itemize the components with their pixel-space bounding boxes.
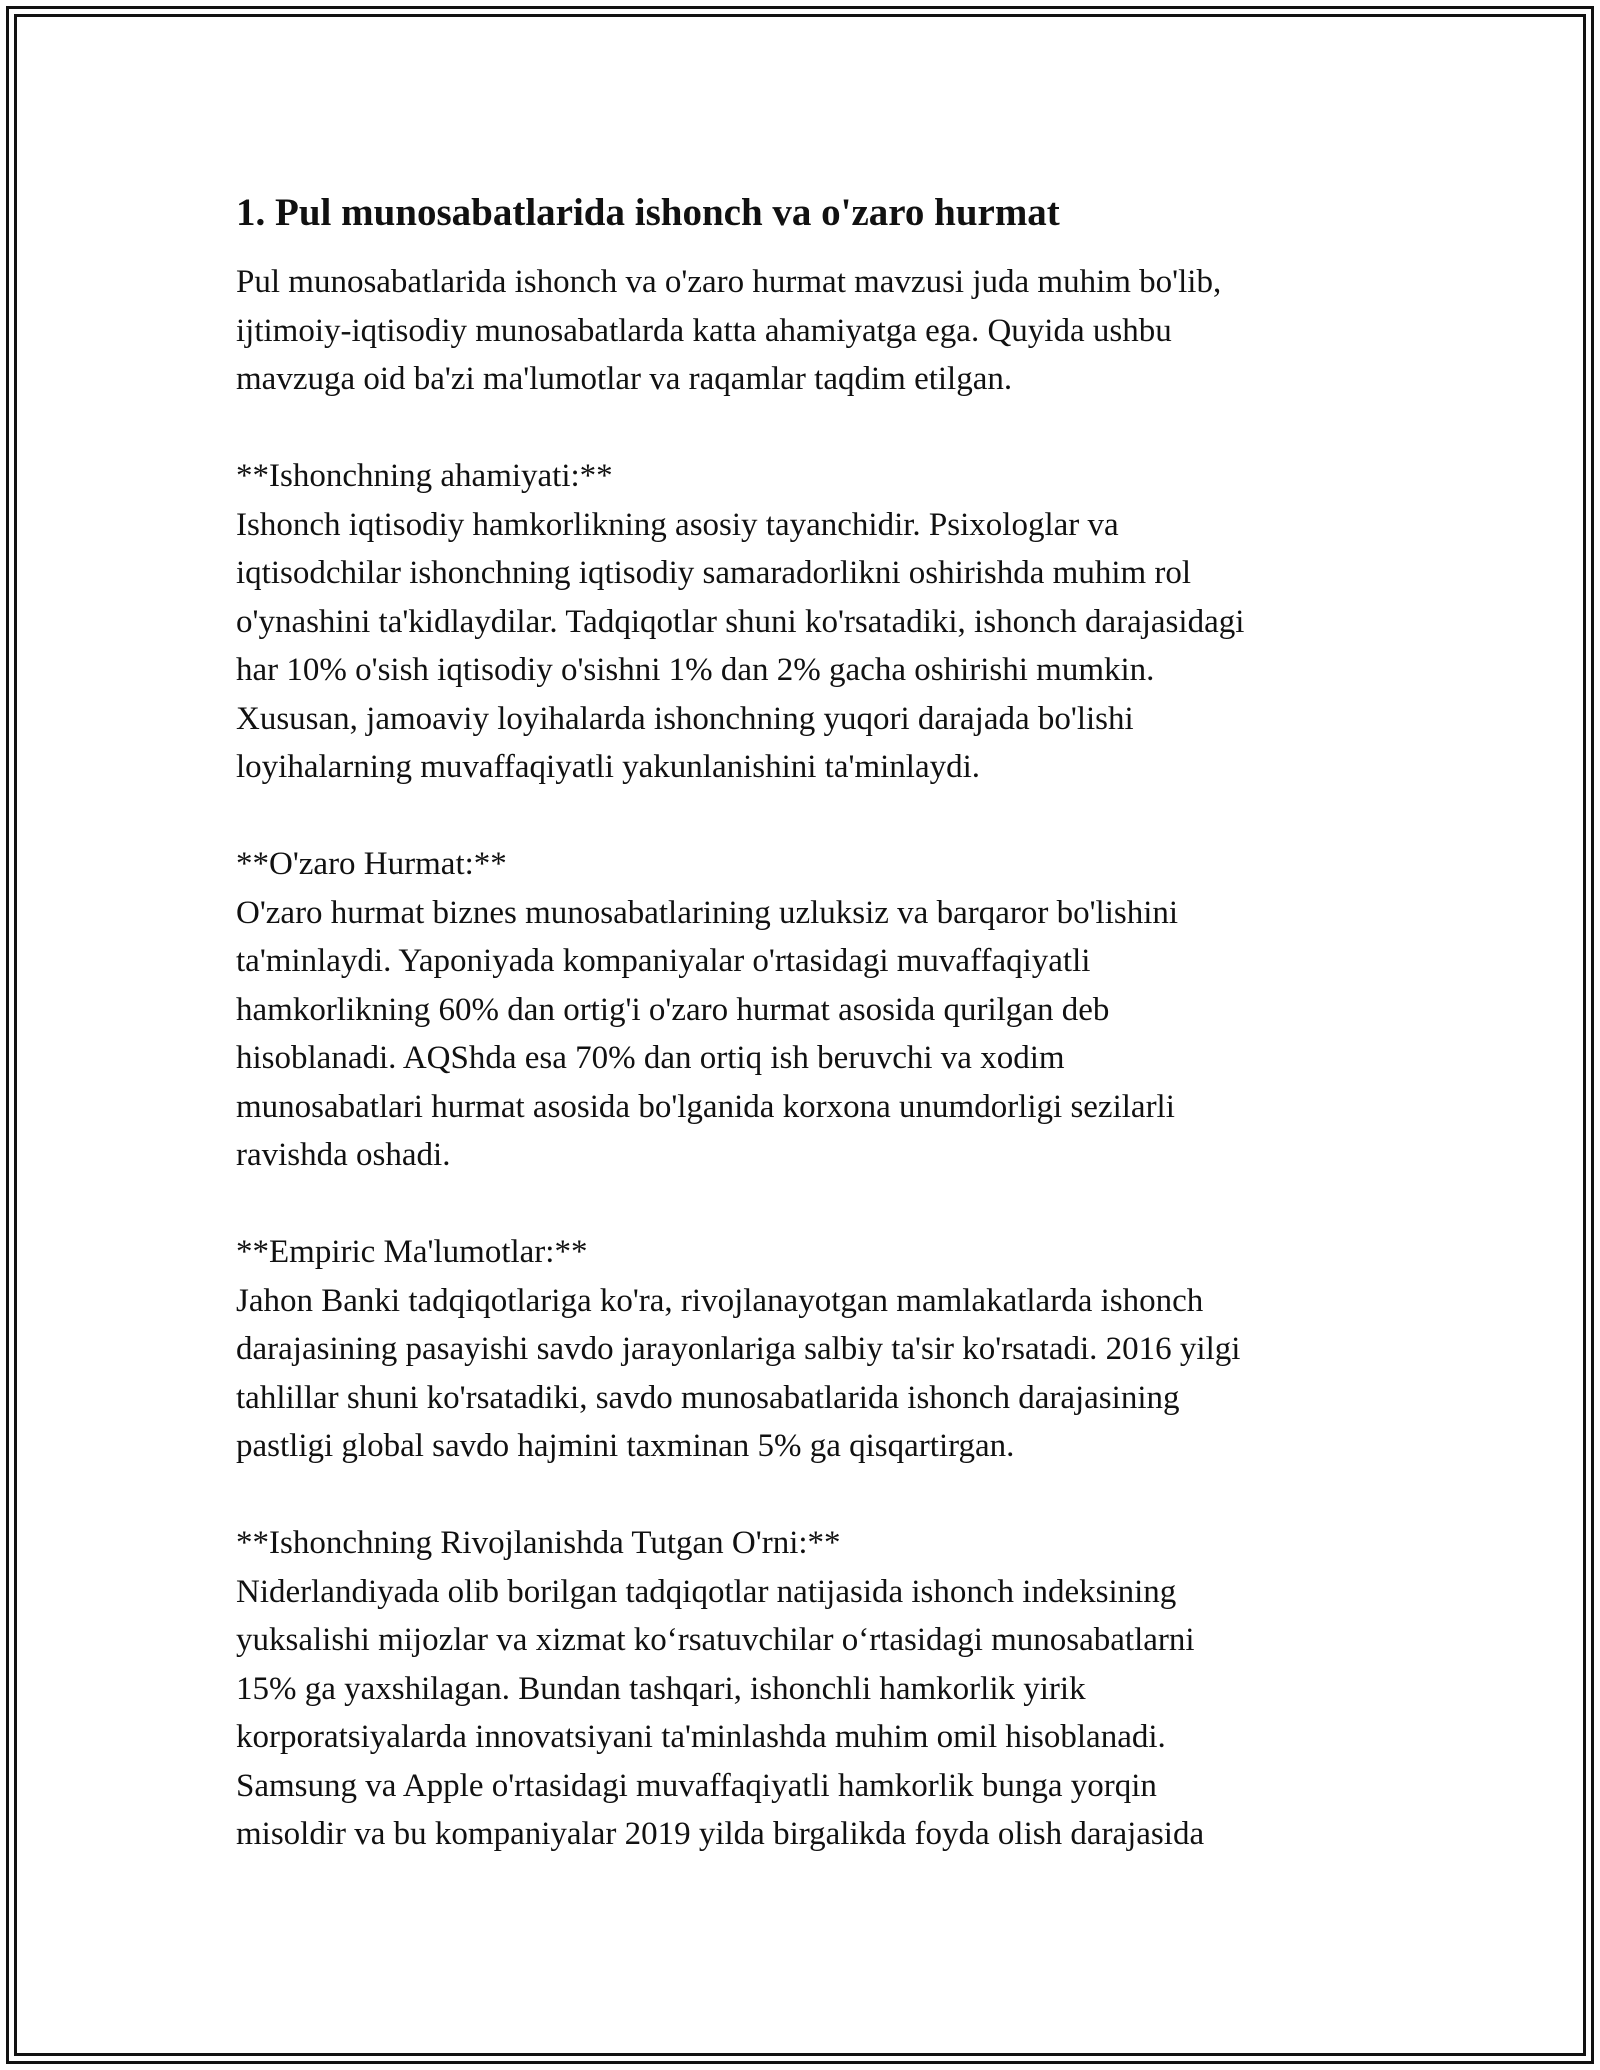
text-line: hamkorlikning 60% dan ortig'i o'zaro hurmat asosida qurilgan deb (236, 991, 1110, 1028)
text-line: har 10% o'sish iqtisodiy o'sishni 1% dan 2% gacha oshirishi mumkin. (236, 652, 1155, 688)
document-body (236, 186, 1386, 1859)
text-line: o'ynashini ta'kidlaydilar. Tadqiqotlar shuni ko'rsatadiki, ishonch darajasidagi (236, 603, 1245, 640)
text-line: ta'minlaydi. Yaponiyada kompaniyalar o'rtasidagi muvaffaqiyatli (236, 943, 1091, 979)
document-title: 1. Pul munosabatlarida ishonch va o'zaro hurmat (236, 191, 1060, 234)
section-mutual-respect (236, 840, 1386, 1180)
text-line: Samsung va Apple o'rtasidagi muvaffaqiyatli hamkorlik bunga yorqin (236, 1767, 1157, 1804)
text-line: O'zaro hurmat biznes munosabatlarining uzluksiz va barqaror bo'lishini (236, 894, 1179, 931)
text-line: yuksalishi mijozlar va xizmat ko‘rsatuvchilar o‘rtasidagi munosabatlarni (236, 1622, 1195, 1658)
text-line: 15% ga yaxshilagan. Bundan tashqari, ishonchli hamkorlik yirik (236, 1670, 1086, 1707)
section-heading: **Ishonchning ahamiyati:** (236, 458, 613, 494)
text-line: mavzuga oid ba'zi ma'lumotlar va raqamlar taqdim etilgan. (236, 361, 1013, 397)
section-heading: **O'zaro Hurmat:** (236, 846, 507, 882)
text-line: darajasining pasayishi savdo jarayonlariga salbiy ta'sir ko'rsatadi. 2016 yilgi (236, 1331, 1241, 1367)
text-line: tahlillar shuni ko'rsatadiki, savdo munosabatlarida ishonch darajasining (236, 1379, 1180, 1416)
text-line: munosabatlari hurmat asosida bo'lganida korxona unumdorligi sezilarli (236, 1088, 1175, 1125)
text-line: ravishda oshadi. (236, 1137, 451, 1173)
section-trust-development (236, 1519, 1386, 1859)
text-line: Jahon Banki tadqiqotlariga ko'ra, rivojlanayotgan mamlakatlarda ishonch (236, 1282, 1204, 1319)
text-line: ijtimoiy-iqtisodiy munosabatlarda katta ahamiyatga ega. Quyida ushbu (236, 312, 1172, 349)
text-line: Pul munosabatlarida ishonch va o'zaro hurmat mavzusi juda muhim bo'lib, (236, 264, 1222, 300)
paragraph-gap (236, 1180, 1386, 1229)
paragraph-gap (236, 792, 1386, 841)
section-heading: **Ishonchning Rivojlanishda Tutgan O'rni:** (236, 1525, 841, 1561)
text-line: loyihalarning muvaffaqiyatli yakunlanishini ta'minlaydi. (236, 749, 981, 785)
text-line: Xususan, jamoaviy loyihalarda ishonchning yuqori darajada bo'lishi (236, 700, 1134, 737)
text-line: Niderlandiyada olib borilgan tadqiqotlar natijasida ishonch indeksining (236, 1573, 1177, 1610)
intro-paragraph (236, 258, 1386, 404)
section-trust-importance (236, 452, 1386, 792)
paragraph-gap (236, 1471, 1386, 1520)
text-line: korporatsiyalarda innovatsiyani ta'minlashda muhim omil hisoblanadi. (236, 1719, 1166, 1755)
text-line: hisoblanadi. AQShda esa 70% dan ortiq ish beruvchi va xodim (236, 1040, 1065, 1076)
text-line: Ishonch iqtisodiy hamkorlikning asosiy tayanchidir. Psixologlar va (236, 506, 1119, 543)
section-heading: **Empiric Ma'lumotlar:** (236, 1234, 588, 1270)
text-line: iqtisodchilar ishonchning iqtisodiy samaradorlikni oshirishda muhim rol (236, 555, 1192, 591)
section-empirical-data (236, 1228, 1386, 1471)
text-line: misoldir va bu kompaniyalar 2019 yilda birgalikda foyda olish darajasida (236, 1816, 1205, 1852)
text-line: pastligi global savdo hajmini taxminan 5% ga qisqartirgan. (236, 1428, 1015, 1464)
paragraph-gap (236, 404, 1386, 453)
